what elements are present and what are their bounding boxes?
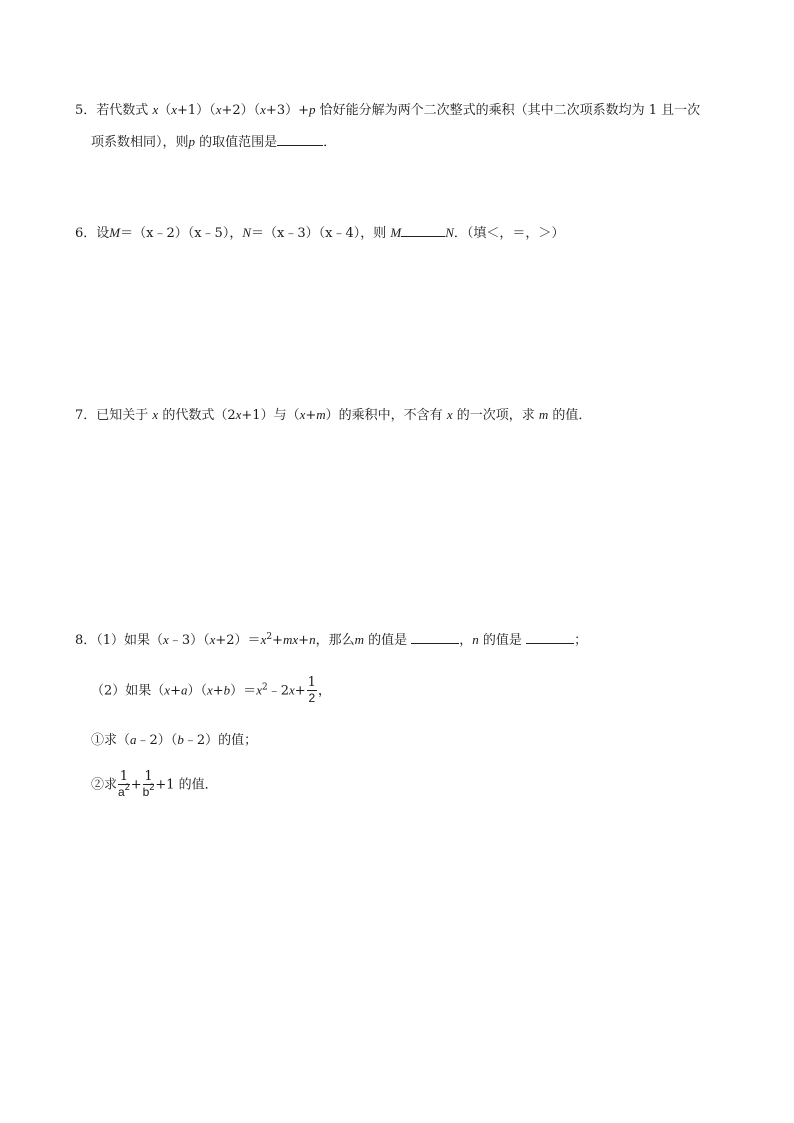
q8-line2: （2）如果$(x+a)(x+b)=x^2﹣2x+$ $\frac{1}{2}$ ， — [91, 675, 331, 705]
fraction-one-over-b-squared: $\frac{1}{b^2}$ — [142, 769, 155, 799]
q6-number: 6．设 — [75, 226, 110, 241]
q8-n-answer-blank[interactable] — [526, 631, 574, 644]
circled-two: ② — [91, 777, 105, 793]
q6-answer-blank[interactable] — [401, 224, 445, 237]
fraction-one-over-a-squared: $\frac{1}{a^2}$ — [118, 769, 130, 799]
q8-number: 8．（1）如果（ — [75, 633, 164, 648]
q8-sub2: ②求 $\frac{1}{a^2}$ + $\frac{1}{b^2}$ +1 的值． — [91, 769, 218, 799]
q5-line2: 项系数相同），则p 的取值范围是 ． — [91, 134, 337, 150]
fraction-one-half: $\frac{1}{2}$ — [307, 675, 316, 705]
q6-line: 6．设M＝（x﹣2）（x﹣5），N＝（x﹣3）（x﹣4），则 M N．（填＜，＝，＞） — [75, 225, 565, 241]
q7-line: 7．已知关于 x 的代数式（2x+1）与（x+m）的乘积中，不含有 x 的一次项，求 m 的值． — [75, 407, 592, 423]
q8-sub1: ①求（a﹣2）（b﹣2）的值； — [91, 732, 258, 748]
circled-one: ① — [91, 733, 105, 748]
q7-number: 7．已知关于 — [75, 408, 149, 423]
q5-number: 5． — [75, 103, 97, 118]
q5-answer-blank[interactable] — [277, 133, 323, 146]
q8-m-answer-blank[interactable] — [411, 631, 459, 644]
q5-line1: 5．若代数式 x（x+1）（x+2）（x+3）+p 恰好能分解为两个二次整式的乘积（其中二次项系数均为 1 且一次 — [75, 102, 701, 118]
q8-line1: 8．（1）如果$(x﹣3)(x+2)=x^2+mx+n$，那么m 的值是 ，n 的值是 ； — [75, 632, 588, 648]
